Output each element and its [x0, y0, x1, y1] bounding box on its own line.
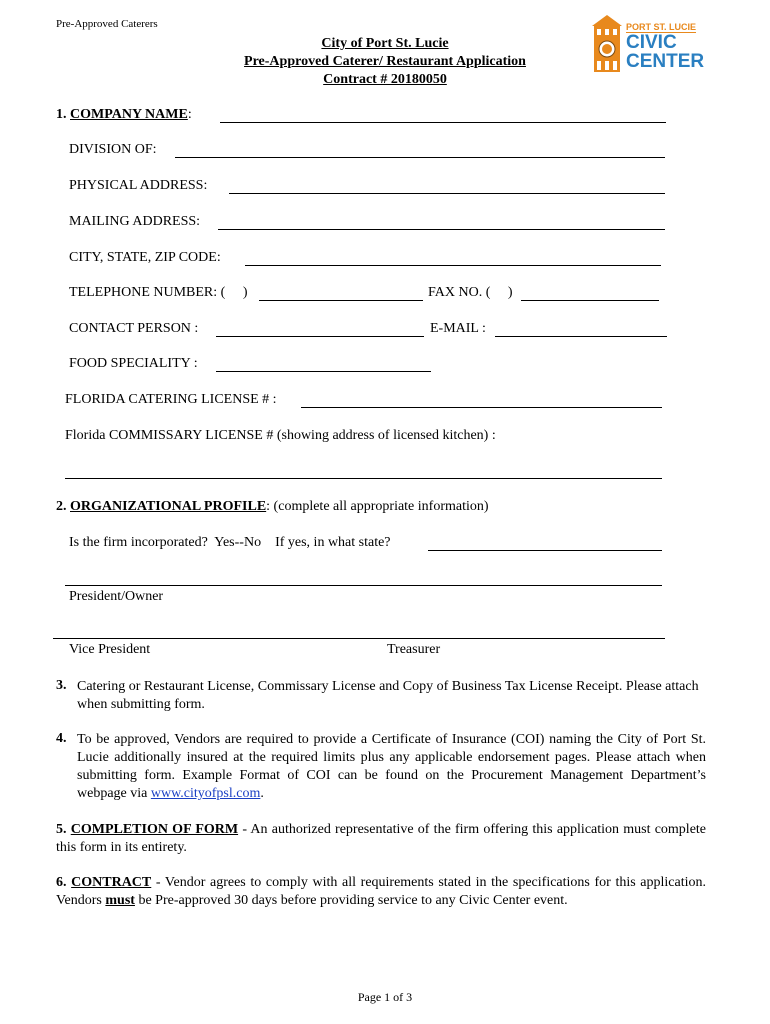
- section4-end: .: [260, 786, 264, 801]
- section4-text: To be approved, Vendors are required to provide a Certificate of Insurance (COI) naming the City of Port St. Lucie additionally insured at the required limits plus any applicable endorsement pages. Please attach when submitting form. Example Format of COI can be found on the Procurement Management Department’s webpage via: [77, 732, 706, 801]
- organizational-profile-heading: ORGANIZATIONAL PROFILE: [70, 499, 267, 514]
- incorporated-question: Is the firm incorporated? Yes--No If yes, in what state?: [69, 535, 391, 550]
- physical-address-field[interactable]: [229, 193, 665, 194]
- logo-civic: CIVIC: [626, 32, 677, 53]
- section6-text-after: be Pre-approved 30 days before providing service to any Civic Center event.: [134, 893, 568, 908]
- section1-title: [56, 107, 192, 123]
- cityofpsl-link[interactable]: www.cityofpsl.com: [150, 786, 261, 801]
- section3-number: 3.: [56, 678, 67, 693]
- section2-title: [56, 499, 489, 515]
- treasurer-label: Treasurer: [387, 642, 441, 657]
- section4-paragraph: [77, 731, 706, 803]
- title-city: City of Port St. Lucie: [321, 36, 449, 51]
- section6-text-before: - Vendor agrees to comply with all requirements stated in the specifications for this application. Vendors: [56, 875, 707, 908]
- logo-port-st-lucie: PORT ST. LUCIE: [626, 22, 697, 32]
- contact-person-label: CONTACT PERSON :: [69, 321, 199, 336]
- mailing-address-label: MAILING ADDRESS:: [69, 214, 201, 229]
- page-number: Page 1 of 3: [357, 990, 413, 1004]
- title-contract: Contract # 20180050: [323, 72, 447, 87]
- civic-center-logo: [590, 14, 705, 74]
- telephone-label: TELEPHONE NUMBER: ( ): [69, 285, 248, 300]
- president-owner-label: President/Owner: [69, 589, 164, 604]
- commissary-license-label: Florida COMMISSARY LICENSE # (showing address of licensed kitchen) :: [65, 428, 496, 443]
- food-speciality-label: FOOD SPECIALITY :: [69, 356, 198, 371]
- contact-person-field[interactable]: [216, 336, 424, 337]
- running-header: Pre-Approved Caterers: [56, 18, 158, 30]
- florida-catering-license-field[interactable]: [301, 407, 662, 408]
- title-application: Pre-Approved Caterer/ Restaurant Application: [244, 54, 526, 69]
- logo-center: CENTER: [626, 51, 705, 72]
- company-name-heading: COMPANY NAME: [70, 107, 188, 122]
- section3-text: Catering or Restaurant License, Commissary License and Copy of Business Tax License Receipt. Please attach when submitting form.: [77, 679, 699, 712]
- city-state-zip-label: CITY, STATE, ZIP CODE:: [69, 250, 221, 265]
- vice-president-label: Vice President: [69, 642, 151, 657]
- incorporated-state-field[interactable]: [428, 550, 662, 551]
- section6-number: 6.: [56, 875, 67, 890]
- contract-heading: CONTRACT: [71, 875, 152, 890]
- email-field[interactable]: [495, 336, 667, 337]
- florida-catering-license-label: FLORIDA CATERING LICENSE # :: [65, 392, 277, 407]
- division-field[interactable]: [175, 157, 665, 158]
- vp-treasurer-field[interactable]: [53, 638, 665, 639]
- section5-text: - An authorized representative of the firm offering this application must complete this form in its entirety.: [56, 822, 707, 855]
- food-speciality-field[interactable]: [216, 371, 431, 372]
- telephone-field[interactable]: [259, 300, 423, 301]
- section5-number: 5.: [56, 822, 67, 837]
- completion-of-form-heading: COMPLETION OF FORM: [70, 822, 239, 837]
- section2-number: 2.: [56, 499, 67, 514]
- must-emphasis: must: [105, 893, 135, 908]
- fax-label: FAX NO. ( ): [428, 285, 513, 300]
- section4-number: 4.: [56, 731, 67, 746]
- email-label: E-MAIL :: [430, 321, 486, 336]
- section5-paragraph: [56, 821, 706, 857]
- section1-number: 1.: [56, 107, 67, 122]
- section6-paragraph: [56, 874, 706, 910]
- company-name-colon: :: [187, 107, 192, 122]
- organizational-profile-subtitle: : (complete all appropriate information): [266, 499, 489, 514]
- commissary-license-field[interactable]: [65, 478, 662, 479]
- physical-address-label: PHYSICAL ADDRESS:: [69, 178, 208, 193]
- mailing-address-field[interactable]: [218, 229, 665, 230]
- city-state-zip-field[interactable]: [245, 265, 661, 266]
- company-name-field[interactable]: [220, 122, 666, 123]
- president-owner-field[interactable]: [65, 585, 662, 586]
- fax-field[interactable]: [521, 300, 659, 301]
- division-label: DIVISION OF:: [69, 142, 157, 157]
